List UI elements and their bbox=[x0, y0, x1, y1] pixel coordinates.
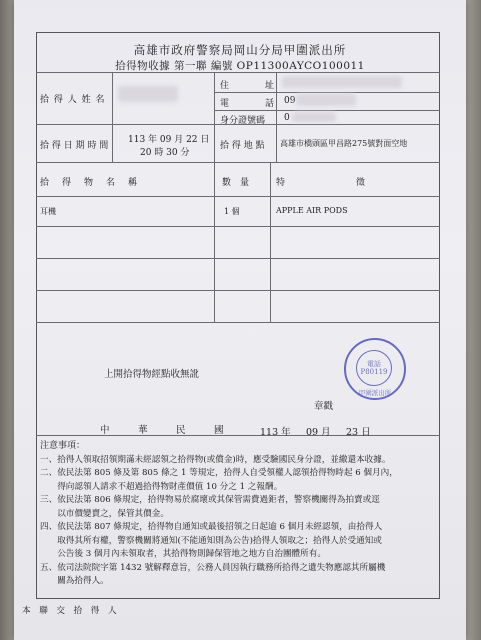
note-line: 以市價變賣之，保管其價金。 bbox=[40, 508, 169, 519]
col-divider bbox=[112, 72, 113, 162]
row-divider bbox=[36, 435, 440, 436]
row-divider bbox=[36, 72, 440, 73]
receipt-date-prefix: 中 華 民 國 bbox=[100, 425, 224, 436]
row-divider bbox=[36, 196, 440, 197]
receipt-paper bbox=[14, 0, 466, 640]
row-divider bbox=[36, 162, 440, 163]
notes-section bbox=[40, 440, 436, 589]
redacted-phone bbox=[296, 94, 356, 106]
items-col-qty: 數 量 bbox=[222, 178, 250, 188]
receipt-month: 09 月 bbox=[306, 427, 331, 438]
col-divider bbox=[270, 162, 271, 322]
item-feature: APPLE AIR PODS bbox=[276, 206, 348, 215]
row-divider bbox=[36, 226, 440, 227]
phone-value: 09 bbox=[284, 96, 296, 106]
seal-line-1: 甲圍派出所 bbox=[358, 389, 392, 397]
note-line: 二、依民法第 805 條及第 805 條之 1 等規定，拾得人自受領權人認領拾得物時起 6 個月內， bbox=[40, 468, 398, 478]
receipt-day: 23 日 bbox=[346, 427, 371, 438]
receipt-confirm-text: 上開拾得物經點收無訛 bbox=[104, 369, 200, 380]
note-line: 三、依民法第 806 條規定，拾得物易於腐壞或其保管需費過鉅者，警察機關得為拍賣或逕 bbox=[40, 495, 380, 505]
note-line: 取得其所有權，警察機關將通知(不能通知則為公告)拾得人領取之；拾得人於受通知或 bbox=[40, 535, 382, 546]
note-line: 一、拾得人領取招領期滿未經認領之拾得物(或償金)時，應受驗國民身分證，並繳還本收據。 bbox=[40, 454, 391, 465]
note-line: 五、依司法院院字第 1432 號解釋意旨，公務人員因執行職務所拾得之遺失物應認其所屬機 bbox=[40, 562, 386, 573]
pickup-time-value: 20 時 30 分 bbox=[140, 148, 190, 158]
finder-name-label: 拾 得 人 姓 名 bbox=[40, 95, 106, 105]
document-subtitle: 拾得物收據 第一聯 編號 OP11300AYCO100011 bbox=[115, 60, 365, 72]
pickup-place-label: 拾 得 地 點 bbox=[220, 141, 265, 151]
item-qty: 1 個 bbox=[224, 207, 240, 216]
note-line: 四、依民法第 807 條規定，拾得物自通知或最後招領之日起逾 6 個月未經認領，由拾得人 bbox=[40, 522, 383, 532]
note-line: 關為拾得人。 bbox=[40, 576, 109, 586]
notes-heading: 注意事項： bbox=[40, 441, 86, 451]
pickup-place-value: 高雄市橋頭區甲昌路275號對面空地 bbox=[280, 139, 408, 148]
row-divider bbox=[214, 92, 440, 93]
row-divider bbox=[36, 290, 440, 291]
id-value: 0 bbox=[284, 113, 290, 123]
id-label: 身分證號碼 bbox=[220, 116, 266, 126]
seal-line-3: 電話 bbox=[366, 360, 381, 368]
receipt-year: 113 年 bbox=[260, 427, 291, 438]
stamp-label: 章戳 bbox=[314, 401, 334, 412]
seal-center bbox=[356, 350, 392, 386]
col-divider bbox=[214, 72, 215, 322]
pickup-date-label: 拾 得 日 期 時 間 bbox=[40, 141, 109, 151]
row-divider bbox=[36, 322, 440, 323]
note-line: 得向認領人請求不超過拾得物財產價值 10 分之 1 之報酬。 bbox=[40, 481, 283, 492]
document-title: 高雄市政府警察局岡山分局甲圍派出所 bbox=[133, 43, 347, 57]
police-station-seal bbox=[344, 338, 406, 400]
phone-label: 電 話 bbox=[220, 99, 275, 109]
items-col-feature: 特 徵 bbox=[276, 178, 367, 188]
desk-edge-left bbox=[0, 0, 14, 640]
pickup-date-value: 113 年 09 月 22 日 bbox=[128, 135, 210, 145]
items-col-name: 拾 得 物 名 稱 bbox=[40, 178, 140, 188]
row-divider bbox=[214, 110, 440, 111]
item-name: 耳機 bbox=[40, 207, 56, 216]
col-divider bbox=[276, 72, 277, 162]
address-label: 住 址 bbox=[220, 81, 275, 91]
seal-line-2: P80119 bbox=[360, 368, 388, 376]
row-divider bbox=[36, 258, 440, 259]
copy-footer: 本 聯 交 拾 得 人 bbox=[22, 606, 117, 616]
redacted-id bbox=[292, 112, 336, 122]
redacted-name bbox=[118, 86, 178, 102]
note-line: 公告後 3 個月內未領取者，其拾得物則歸保管地之地方自治團體所有。 bbox=[40, 549, 326, 559]
redacted-address bbox=[282, 76, 402, 88]
